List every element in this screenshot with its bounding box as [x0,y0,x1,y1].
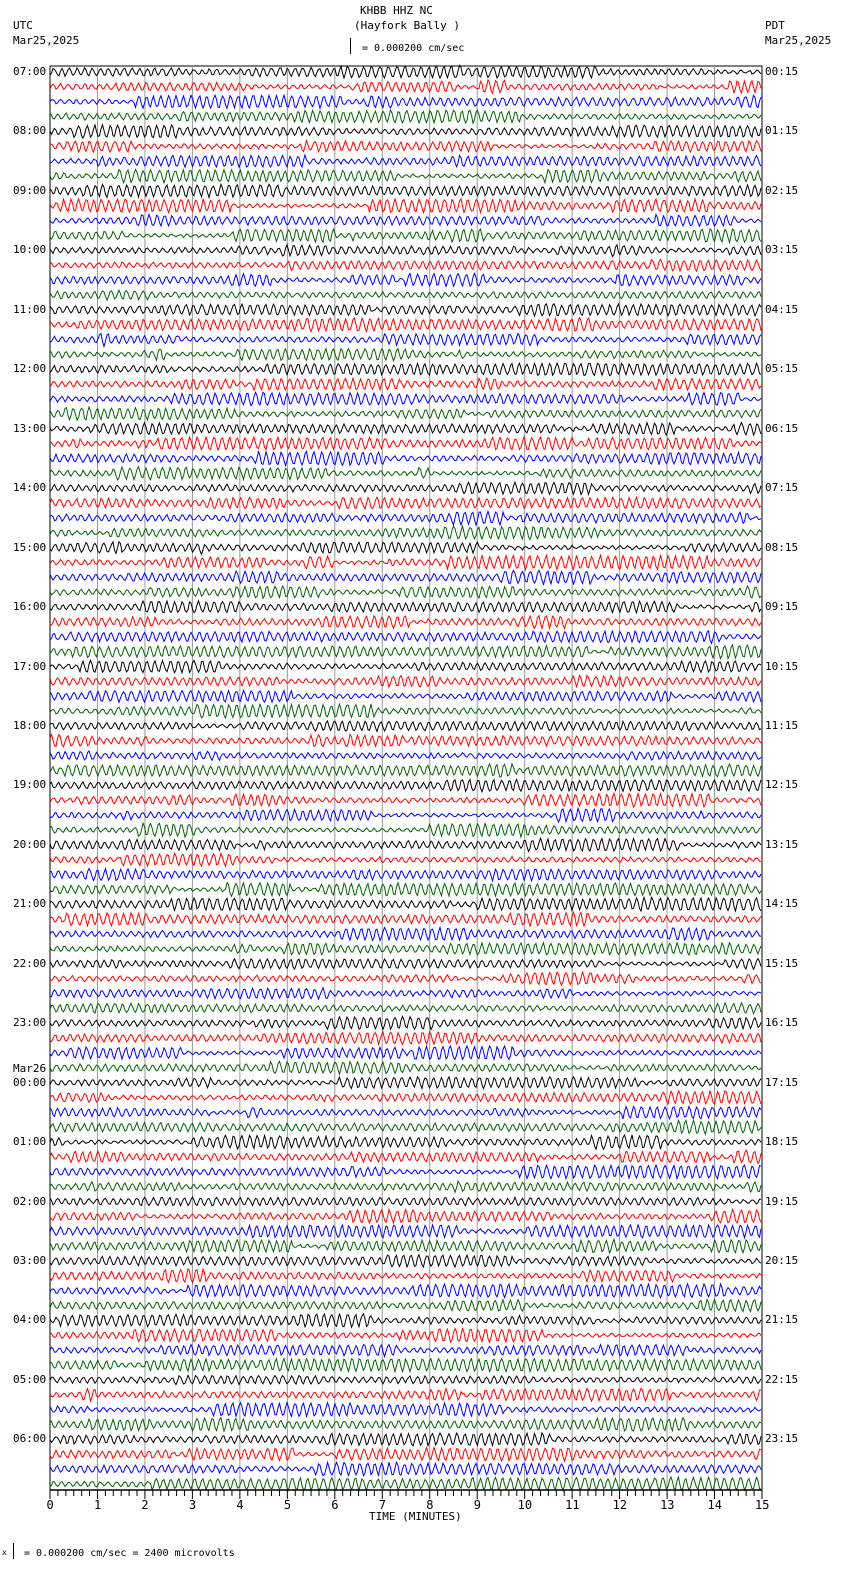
trace-line [50,229,761,242]
trace-line [50,259,761,271]
left-hour-label: 09:00 [13,183,47,197]
right-hour-label: 06:15 [765,421,799,435]
trace-line [50,1046,761,1060]
trace-line [50,1329,761,1343]
trace-line [50,1477,761,1490]
x-tick-label: 12 [612,1498,628,1512]
x-tick-label: 9 [473,1498,481,1512]
left-hour-label: 18:00 [13,718,47,732]
trace-line [50,779,761,791]
left-hour-label: 00:00 [13,1075,47,1089]
left-hour-label: 05:00 [13,1372,47,1386]
trace-line [50,170,761,183]
right-hour-label: 01:15 [765,124,799,138]
trace-line [50,526,761,540]
right-hour-label: 20:15 [765,1254,799,1267]
right-hour-label: 02:15 [765,183,799,197]
station-title: KHBB HHZ NC [360,4,433,17]
x-tick-label: 7 [378,1498,386,1512]
right-hour-label: 23:15 [765,1432,799,1446]
trace-line [50,691,761,703]
trace-line [50,318,761,332]
trace-line [50,245,761,257]
trace-line [50,675,761,687]
right-hour-label: 08:15 [765,540,799,554]
trace-line [50,1462,761,1476]
trace-line [50,65,761,78]
right-hour-label: 15:15 [765,956,799,970]
right-hour-label: 19:15 [765,1194,799,1208]
x-tick-label: 13 [660,1498,675,1512]
trace-line [50,1269,761,1283]
trace-line [50,214,761,226]
left-hour-label: 08:00 [13,124,47,138]
trace-line [50,897,761,911]
trace-line [50,378,761,390]
trace-line [50,601,761,613]
trace-line [50,511,761,525]
trace-line [50,928,761,941]
x-tick-label: 8 [426,1498,434,1512]
left-hour-label: 16:00 [13,600,47,614]
right-hour-label: 17:15 [765,1075,799,1089]
x-tick-label: 1 [93,1498,102,1512]
trace-line [50,616,761,629]
right-hour-label: 05:15 [765,362,799,376]
trace-line [50,555,761,569]
x-tick-label: 6 [331,1498,339,1512]
trace-line [50,125,761,138]
trace-line [50,141,761,153]
left-hour-label: 20:00 [13,837,47,851]
footer-mark: x [2,1548,7,1557]
trace-line [50,349,761,361]
right-hour-label: 13:15 [765,837,799,851]
trace-line [50,1389,761,1402]
right-hour-label: 04:15 [765,302,799,316]
trace-line [50,95,761,108]
trace-line [50,570,761,584]
left-hour-label: 23:00 [13,1016,47,1030]
trace-line [50,823,761,837]
left-hour-label: 04:00 [13,1313,47,1327]
x-tick-label: 4 [236,1498,244,1512]
right-timezone: PDT [765,19,785,32]
trace-line [50,110,761,123]
date-change-label: Mar26 [13,1061,47,1075]
trace-line [50,542,761,555]
left-hour-label: 07:00 [13,65,47,78]
trace-line [50,751,761,760]
trace-line [50,1120,761,1134]
trace-line [50,1314,761,1328]
trace-line [50,1091,761,1104]
trace-line [50,290,761,300]
left-hour-label: 10:00 [13,243,47,257]
trace-line [50,1345,761,1357]
trace-line [50,1284,761,1298]
right-hour-label: 14:15 [765,897,799,911]
trace-line [50,1403,761,1417]
trace-line [50,363,761,376]
footer-scale: = 0.000200 cm/sec = 2400 microvolts [24,1548,235,1559]
x-tick-label: 2 [141,1498,149,1512]
trace-line [50,304,761,316]
trace-line [50,631,761,644]
x-tick-label: 14 [707,1498,722,1512]
left-hour-label: 06:00 [13,1432,47,1446]
trace-line [50,883,761,896]
trace-line [50,704,761,718]
trace-line [50,1077,761,1089]
right-hour-label: 21:15 [765,1313,799,1327]
trace-line [50,1448,761,1462]
scale-label: = 0.000200 cm/sec [362,43,465,54]
trace-line [50,586,761,598]
left-timezone: UTC [13,19,33,32]
left-hour-label: 13:00 [13,421,47,435]
trace-line [50,838,761,851]
trace-line [50,1255,761,1267]
trace-line [50,972,761,985]
right-hour-label: 16:15 [765,1016,799,1030]
trace-line [50,1062,761,1075]
right-hour-label: 18:15 [765,1135,799,1149]
x-tick-label: 10 [517,1498,533,1512]
trace-line [50,1003,761,1014]
trace-line [50,735,761,747]
trace-line [50,423,761,436]
trace-line [50,334,761,347]
trace-line [50,912,761,926]
left-hour-label: 21:00 [13,897,47,911]
trace-line [50,1150,761,1163]
trace-line [50,1375,761,1384]
trace-line [50,1181,761,1192]
trace-line [50,155,761,167]
right-hour-label: 11:15 [765,718,799,732]
trace-line [50,497,761,509]
trace-line [50,660,761,672]
trace-line [50,482,761,494]
trace-line [50,199,761,213]
left-hour-label: 17:00 [13,659,47,673]
trace-line [50,1017,761,1030]
x-tick-label: 15 [755,1498,770,1512]
trace-line [50,407,761,420]
right-hour-label: 07:15 [765,481,799,495]
left-hour-label: 02:00 [13,1194,47,1208]
trace-line [50,1197,761,1206]
trace-line [50,80,761,93]
trace-line [50,959,761,970]
trace-line [50,943,761,956]
x-tick-label: 11 [565,1498,580,1512]
trace-line [50,721,761,732]
trace-line [50,1359,761,1372]
left-hour-label: 15:00 [13,540,47,554]
trace-line [50,1225,761,1238]
trace-line [50,1418,761,1431]
trace-line [50,451,761,465]
left-hour-label: 22:00 [13,956,47,970]
trace-line [50,1433,761,1446]
x-tick-label: 5 [283,1498,292,1512]
trace-line [50,1210,761,1224]
trace-line [50,808,761,822]
left-hour-label: 14:00 [13,481,47,495]
left-hour-label: 01:00 [13,1135,47,1149]
trace-line [50,1032,761,1045]
trace-line [50,853,761,866]
right-hour-label: 00:15 [765,65,799,78]
trace-line [50,869,761,881]
right-hour-label: 10:15 [765,659,799,673]
trace-line [50,764,761,778]
trace-line [50,1135,761,1149]
trace-line [50,184,761,197]
station-name: (Hayfork Bally ) [354,19,460,32]
x-tick-label: 0 [46,1498,54,1512]
left-hour-label: 12:00 [13,362,47,376]
right-date: Mar25,2025 [765,34,832,47]
trace-line [50,1299,761,1311]
left-hour-label: 11:00 [13,302,47,316]
trace-line [50,793,761,807]
x-axis-label: TIME (MINUTES) [369,1510,462,1523]
trace-line [50,392,761,405]
x-tick-label: 3 [188,1498,197,1512]
trace-line [50,437,761,450]
right-hour-label: 22:15 [765,1372,799,1386]
trace-line [50,1165,761,1179]
right-hour-label: 03:15 [765,243,799,257]
trace-line [50,1239,761,1253]
left-hour-label: 19:00 [13,778,47,792]
trace-line [50,645,761,659]
trace-line [50,273,761,286]
left-date: Mar25,2025 [13,34,80,47]
trace-line [50,467,761,480]
left-hour-label: 03:00 [13,1254,47,1267]
right-hour-label: 12:15 [765,778,799,792]
trace-line [50,988,761,999]
right-hour-label: 09:15 [765,600,799,614]
trace-line [50,1107,761,1120]
